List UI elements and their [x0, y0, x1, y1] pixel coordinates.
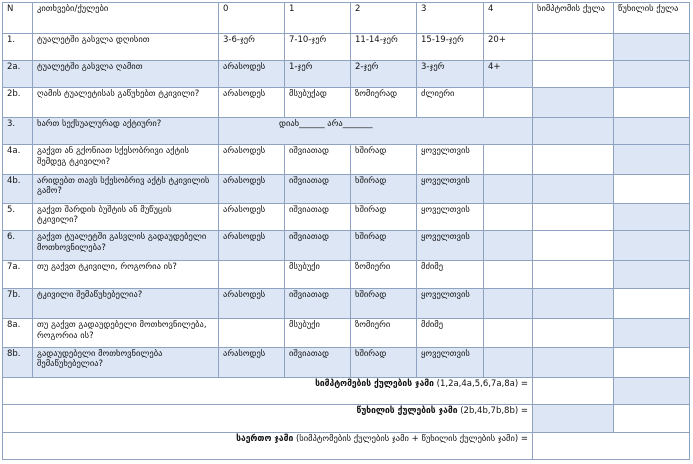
answer-option-3[interactable]: 15-19-ჯერ	[417, 33, 484, 60]
question-text: გაქვთ ან გქონიათ სქესობრივი აქტის შემდეგ ტკივილი?	[33, 145, 219, 175]
answer-option-1[interactable]: იშვიათად	[285, 174, 351, 203]
symptom-score-cell	[533, 88, 614, 118]
answer-option-0[interactable]: არასოდეს	[219, 60, 285, 88]
question-number: 8b.	[3, 347, 33, 377]
grand-total-label	[3, 433, 533, 460]
answer-option-0[interactable]	[219, 261, 285, 289]
answer-option-4[interactable]	[484, 145, 533, 175]
answer-option-0[interactable]: არასოდეს	[219, 174, 285, 203]
question-number: 7b.	[3, 289, 33, 319]
symptom-total-items: (1,2a,4a,5,6,7a,8a) =	[433, 378, 528, 389]
question-row	[3, 118, 690, 145]
question-row	[3, 261, 690, 289]
symptom-score-cell[interactable]	[533, 261, 614, 289]
question-number: 8a.	[3, 318, 33, 347]
symptom-score-cell[interactable]	[533, 318, 614, 347]
answer-option-3[interactable]: 3-ჯერ	[417, 60, 484, 88]
distress-total-items: (2b,4b,7b,8b) =	[457, 406, 528, 417]
answer-option-3[interactable]: მძიმე	[417, 261, 484, 289]
grand-total-title: საერთო ჯამი	[236, 434, 294, 445]
grand-total-items: (სიმპტომების ქულების ჯამი + წუხილის ქულების ჯამი) =	[293, 434, 528, 445]
question-number: 4b.	[3, 174, 33, 203]
header-score-2: 2	[351, 3, 417, 34]
answer-option-2[interactable]: 11-14-ჯერ	[351, 33, 417, 60]
header-symptom-score: სიმპტომის ქულა	[533, 3, 614, 34]
symptom-score-cell	[533, 347, 614, 377]
symptom-total-cell[interactable]	[533, 377, 614, 405]
distress-total-cell[interactable]	[614, 405, 690, 433]
question-number: 4a.	[3, 145, 33, 175]
question-row	[3, 231, 690, 261]
header-score-1: 1	[285, 3, 351, 34]
question-row	[3, 60, 690, 88]
answer-option-3[interactable]: ყოველთვის	[417, 231, 484, 261]
answer-option-1[interactable]: იშვიათად	[285, 347, 351, 377]
question-number: 2b.	[3, 88, 33, 118]
distress-score-cell[interactable]	[614, 289, 690, 319]
answer-option-2[interactable]: ხშირად	[351, 203, 417, 231]
question-text: გადაუდებელი მოთხოვნილება შემაწუხებელია?	[33, 347, 219, 377]
answer-option-3[interactable]: ძლიერი	[417, 88, 484, 118]
header-row	[3, 3, 690, 34]
answer-option-1[interactable]: 1-ჯერ	[285, 60, 351, 88]
question-text: ტუალეტში გასვლა ღამით	[33, 60, 219, 88]
answer-option-0[interactable]	[219, 318, 285, 347]
answer-option-1[interactable]: იშვიათად	[285, 231, 351, 261]
answer-option-4[interactable]	[484, 318, 533, 347]
answer-option-4[interactable]	[484, 174, 533, 203]
questionnaire-table	[2, 2, 690, 460]
answer-option-3[interactable]: ყოველთვის	[417, 174, 484, 203]
question-text: ტკივილი შემაწუხებელია?	[33, 289, 219, 319]
answer-option-1[interactable]: მსუბუქად	[285, 88, 351, 118]
question-text: გაქვთ შარდის ბუშტის ან მუწუცის ტკივილი?	[33, 203, 219, 231]
symptom-score-cell	[533, 289, 614, 319]
distress-total-empty	[533, 405, 614, 433]
answer-option-0[interactable]: არასოდეს	[219, 347, 285, 377]
answer-option-0[interactable]: არასოდეს	[219, 145, 285, 175]
question-text: თუ გაქვთ ტკივილი, როგორია ის?	[33, 261, 219, 289]
distress-score-cell	[614, 261, 690, 289]
question-row	[3, 174, 690, 203]
question-number: 5.	[3, 203, 33, 231]
distress-score-cell	[614, 118, 690, 145]
distress-score-cell	[614, 318, 690, 347]
symptom-total-row	[3, 377, 690, 405]
answer-option-4[interactable]	[484, 203, 533, 231]
question-row	[3, 88, 690, 118]
answer-option-2[interactable]: ხშირად	[351, 289, 417, 319]
distress-score-cell[interactable]	[614, 174, 690, 203]
question-text: ტუალეტში გასვლა დღისით	[33, 33, 219, 60]
symptom-total-title: სიმპტომების ქულების ჯამი	[315, 378, 434, 389]
symptom-score-cell[interactable]	[533, 60, 614, 88]
distress-score-cell	[614, 231, 690, 261]
symptom-total-empty	[614, 377, 690, 405]
answer-option-2[interactable]: ხშირად	[351, 231, 417, 261]
answer-option-0[interactable]: არასოდეს	[219, 231, 285, 261]
answer-option-4[interactable]	[484, 261, 533, 289]
question-text: ღამის ტუალეტისას გაწუხებთ ტკივილი?	[33, 88, 219, 118]
symptom-total-label	[3, 377, 533, 405]
answer-yes-no: დიახ______ არა_______	[219, 118, 533, 145]
symptom-score-cell	[533, 174, 614, 203]
header-number: N	[3, 3, 33, 34]
header-score-4: 4	[484, 3, 533, 34]
symptom-score-cell[interactable]	[533, 33, 614, 60]
answer-option-4[interactable]	[484, 88, 533, 118]
answer-option-0[interactable]: არასოდეს	[219, 88, 285, 118]
answer-option-1[interactable]: იშვიათად	[285, 145, 351, 175]
answer-option-1[interactable]: იშვიათად	[285, 289, 351, 319]
answer-option-4[interactable]: 4+	[484, 60, 533, 88]
symptom-score-cell[interactable]	[533, 203, 614, 231]
answer-option-1[interactable]: მსუბუქი	[285, 261, 351, 289]
question-row	[3, 203, 690, 231]
distress-score-cell	[614, 33, 690, 60]
answer-option-0[interactable]: არასოდეს	[219, 289, 285, 319]
answer-option-1[interactable]: 7-10-ჯერ	[285, 33, 351, 60]
answer-option-0[interactable]: არასოდეს	[219, 203, 285, 231]
header-score-0: 0	[219, 3, 285, 34]
answer-option-1[interactable]: მსუბუქი	[285, 318, 351, 347]
symptom-score-cell	[533, 118, 614, 145]
answer-option-2[interactable]: ზომიერი	[351, 261, 417, 289]
question-number: 7a.	[3, 261, 33, 289]
question-row	[3, 347, 690, 377]
question-row	[3, 145, 690, 175]
header-distress-score: წუხილის ქულა	[614, 3, 690, 34]
grand-total-row	[3, 433, 690, 460]
distress-score-cell[interactable]	[614, 347, 690, 377]
distress-score-cell	[614, 60, 690, 88]
symptom-score-cell[interactable]	[533, 145, 614, 175]
answer-option-2[interactable]: ხშირად	[351, 145, 417, 175]
answer-option-4[interactable]	[484, 231, 533, 261]
question-text: ხართ სექსუალურად აქტიური?	[33, 118, 219, 145]
question-number: 3.	[3, 118, 33, 145]
question-text: არიდებთ თავს სქესობრივ აქტს ტკივილის გამო?	[33, 174, 219, 203]
answer-option-2[interactable]: 2-ჯერ	[351, 60, 417, 88]
answer-option-2[interactable]: ხშირად	[351, 347, 417, 377]
question-row	[3, 33, 690, 60]
answer-option-3[interactable]: ყოველთვის	[417, 145, 484, 175]
answer-option-1[interactable]: იშვიათად	[285, 203, 351, 231]
header-questions: კითხვები/ქულები	[33, 3, 219, 34]
answer-option-2[interactable]: ზომიერად	[351, 88, 417, 118]
answer-option-3[interactable]: მძიმე	[417, 318, 484, 347]
grand-total-cell[interactable]	[533, 433, 690, 460]
distress-total-title: წუხილის ქულების ჯამი	[356, 406, 458, 417]
distress-total-label	[3, 405, 533, 433]
distress-score-cell	[614, 145, 690, 175]
question-number: 2a.	[3, 60, 33, 88]
answer-option-3[interactable]: ყოველთვის	[417, 203, 484, 231]
answer-option-2[interactable]: ხშირად	[351, 174, 417, 203]
answer-option-0[interactable]: 3-6-ჯერ	[219, 33, 285, 60]
answer-option-3[interactable]: ყოველთვის	[417, 289, 484, 319]
answer-option-4[interactable]	[484, 289, 533, 319]
distress-score-cell[interactable]	[614, 88, 690, 118]
answer-option-4[interactable]: 20+	[484, 33, 533, 60]
question-number: 6.	[3, 231, 33, 261]
question-number: 1.	[3, 33, 33, 60]
answer-option-4[interactable]	[484, 347, 533, 377]
question-row	[3, 289, 690, 319]
question-text: გაქვთ ტუალეტში გასვლის გადაუდებელი მოთხოვნილება?	[33, 231, 219, 261]
answer-option-2[interactable]: ზომიერი	[351, 318, 417, 347]
question-row	[3, 318, 690, 347]
question-text: თუ გაქვთ გადაუდებელი მოთხოვნილება, როგორია ის?	[33, 318, 219, 347]
distress-score-cell	[614, 203, 690, 231]
header-score-3: 3	[417, 3, 484, 34]
distress-total-row	[3, 405, 690, 433]
symptom-score-cell[interactable]	[533, 231, 614, 261]
answer-option-3[interactable]: ყოველთვის	[417, 347, 484, 377]
